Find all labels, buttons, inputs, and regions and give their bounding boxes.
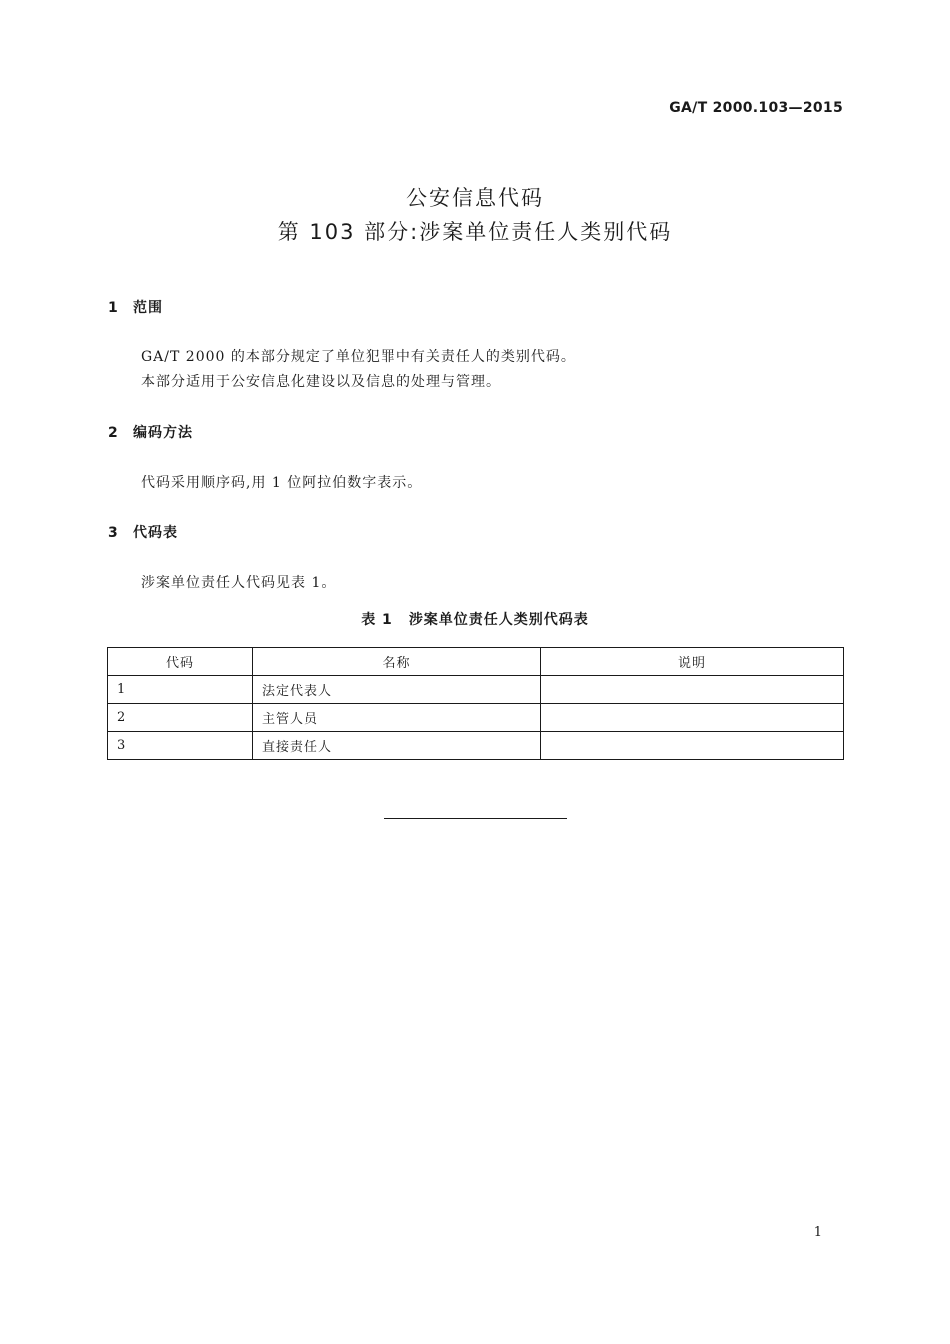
- section-title: 代码表: [133, 525, 178, 541]
- table-caption: [0, 609, 950, 629]
- page-number: 1: [813, 1225, 822, 1240]
- table-caption-title: 涉案单位责任人类别代码表: [408, 612, 589, 628]
- table-caption-number: 表 1: [361, 612, 393, 628]
- table-row: [108, 732, 844, 760]
- paragraph: 涉案单位责任人代码见表 1。: [141, 575, 337, 591]
- cell-description: [541, 732, 844, 760]
- section-number: 3: [108, 525, 119, 541]
- header-name: 名称: [253, 648, 541, 676]
- table-row: [108, 676, 844, 704]
- cell-code: 1: [108, 676, 253, 704]
- cell-name: 直接责任人: [253, 732, 541, 760]
- end-of-document-rule: [384, 818, 567, 819]
- standard-code: GA/T 2000.103—2015: [669, 100, 843, 116]
- header-code: 代码: [108, 648, 253, 676]
- section-number: 2: [108, 425, 119, 441]
- header-description: 说明: [541, 648, 844, 676]
- table-header-row: [108, 648, 844, 676]
- section-title: 编码方法: [133, 425, 193, 441]
- cell-name: 主管人员: [253, 704, 541, 732]
- table-row: [108, 704, 844, 732]
- document-subtitle: 第 103 部分:涉案单位责任人类别代码: [277, 220, 673, 244]
- cell-description: [541, 704, 844, 732]
- cell-description: [541, 676, 844, 704]
- cell-code: 3: [108, 732, 253, 760]
- section-title: 范围: [133, 300, 163, 316]
- section-heading-code-table: [108, 522, 178, 542]
- section-heading-scope: [108, 297, 163, 317]
- document-title: 公安信息代码: [406, 186, 544, 210]
- cell-code: 2: [108, 704, 253, 732]
- section-number: 1: [108, 300, 119, 316]
- paragraph: 本部分适用于公安信息化建设以及信息的处理与管理。: [141, 374, 501, 390]
- paragraph: 代码采用顺序码,用 1 位阿拉伯数字表示。: [141, 475, 423, 491]
- paragraph: GA/T 2000 的本部分规定了单位犯罪中有关责任人的类别代码。: [141, 349, 576, 365]
- cell-name: 法定代表人: [253, 676, 541, 704]
- code-table: [107, 647, 844, 760]
- section-heading-coding-method: [108, 422, 193, 442]
